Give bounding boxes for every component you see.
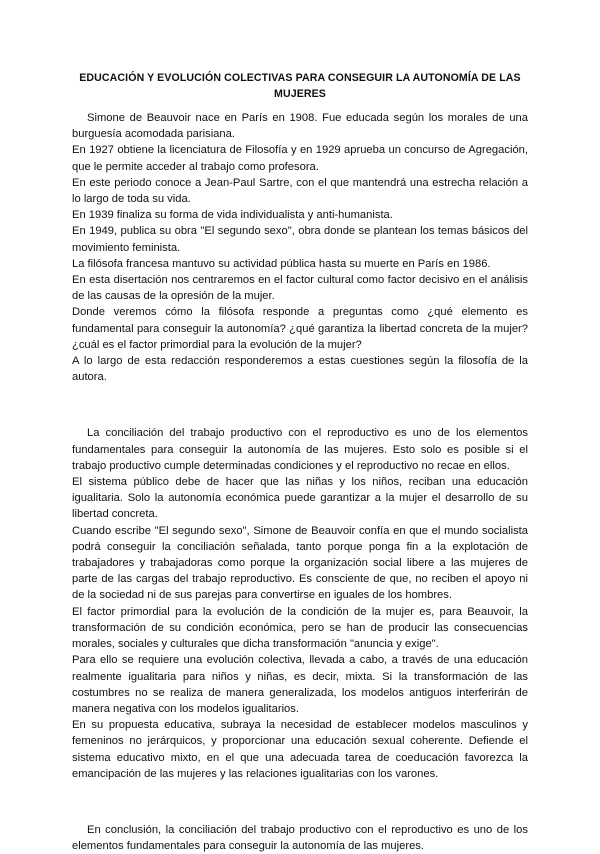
document-page (72, 70, 528, 854)
document-title: EDUCACIÓN Y EVOLUCIÓN COLECTIVAS PARA CONSEGUIR LA AUTONOMÍA DE LAS MUJERES (79, 72, 521, 100)
paragraph: En conclusión, la conciliación del trabajo productivo con el reproductivo es uno de los elementos fundamentales para conseguir la autonomía de las mujeres. (72, 823, 528, 853)
paragraph: A lo largo de esta redacción responderemos a estas cuestiones según la filosofía de la autora. (72, 355, 528, 384)
paragraph: En 1939 finaliza su forma de vida individualista y anti-humanista. (72, 209, 393, 222)
conclusion-section (72, 822, 528, 854)
paragraph: Cuando escribe "El segundo sexo", Simone de Beauvoir confía en que el mundo socialista podrá conseguir la conciliación señalada, tanto porque ponga fin a la explotación de trabajadores y trabajadoras como porque la organización social libere a las mujeres de parte de las cargas del trabajo reproductivo. Es consciente de que, no reciben el apoyo ni de la sociedad ni de sus parejas para convertirse en iguales de los hombres. (72, 524, 528, 602)
paragraph: En este periodo conoce a Jean-Paul Sartre, con el que mantendrá una estrecha relación a lo largo de toda su vida. (72, 176, 528, 206)
paragraph: En esta disertación nos centraremos en el factor cultural como factor decisivo en el análisis de las causas de la opresión de la mujer. (72, 274, 528, 303)
development-section (72, 425, 528, 781)
paragraph: El sistema público debe de hacer que las niñas y los niños, reciban una educación igualitaria. Solo la autonomía económica puede garantizar a la mujer el desarrollo de su libertad concreta. (72, 476, 528, 521)
paragraph: Simone de Beauvoir nace en París en 1908. Fue educada según los morales de una burguesía acomodada parisiana. (72, 112, 528, 141)
paragraph: En 1949, publica su obra "El segundo sexo", obra donde se plantean los temas básicos del movimiento feminista. (72, 225, 528, 254)
paragraph: La conciliación del trabajo productivo con el reproductivo es uno de los elementos fundamentales para conseguir la autonomía de las mujeres. Esto solo es posible si el trabajo productivo cumple determinadas condiciones y el reproductivo no recae en ellos. (72, 427, 528, 472)
paragraph: En su propuesta educativa, subraya la necesidad de establecer modelos masculinos y femeninos no jerárquicos, y proporcionar una educación sexual coherente. Defiende el sistema educativo mixto, en el que una adecuada tarea de coeducación favorezca la emancipación de las mujeres y las relaciones igualitarias con los varones. (72, 719, 528, 780)
paragraph: El factor primordial para la evolución de la condición de la mujer es, para Beauvoir, la transformación de su condición económica, pero se han de producir las consecuencias morales, sociales y culturales que dicha transformación "anuncia y exige". (72, 605, 528, 651)
paragraph: En 1927 obtiene la licenciatura de Filosofía y en 1929 aprueba un concurso de Agregación, que le permite acceder al trabajo como profesora. (72, 144, 528, 173)
paragraph: La filósofa francesa mantuvo su actividad pública hasta su muerte en París en 1986. (72, 257, 491, 270)
paragraph: Donde veremos cómo la filósofa responde a preguntas como ¿qué elemento es fundamental para conseguir la autonomía? ¿qué garantiza la libertad concreta de la mujer? ¿cuál es el factor primordial para la evolución de la mujer? (72, 306, 528, 351)
introduction-section (72, 110, 528, 385)
paragraph: Para ello se requiere una evolución colectiva, llevada a cabo, a través de una educación realmente igualitaria para niños y niñas, es decir, mixta. Si la transformación de las costumbres no se realiza de manera generalizada, los modelos antiguos interferirán de manera negativa con los modelos igualitarios. (72, 654, 528, 715)
